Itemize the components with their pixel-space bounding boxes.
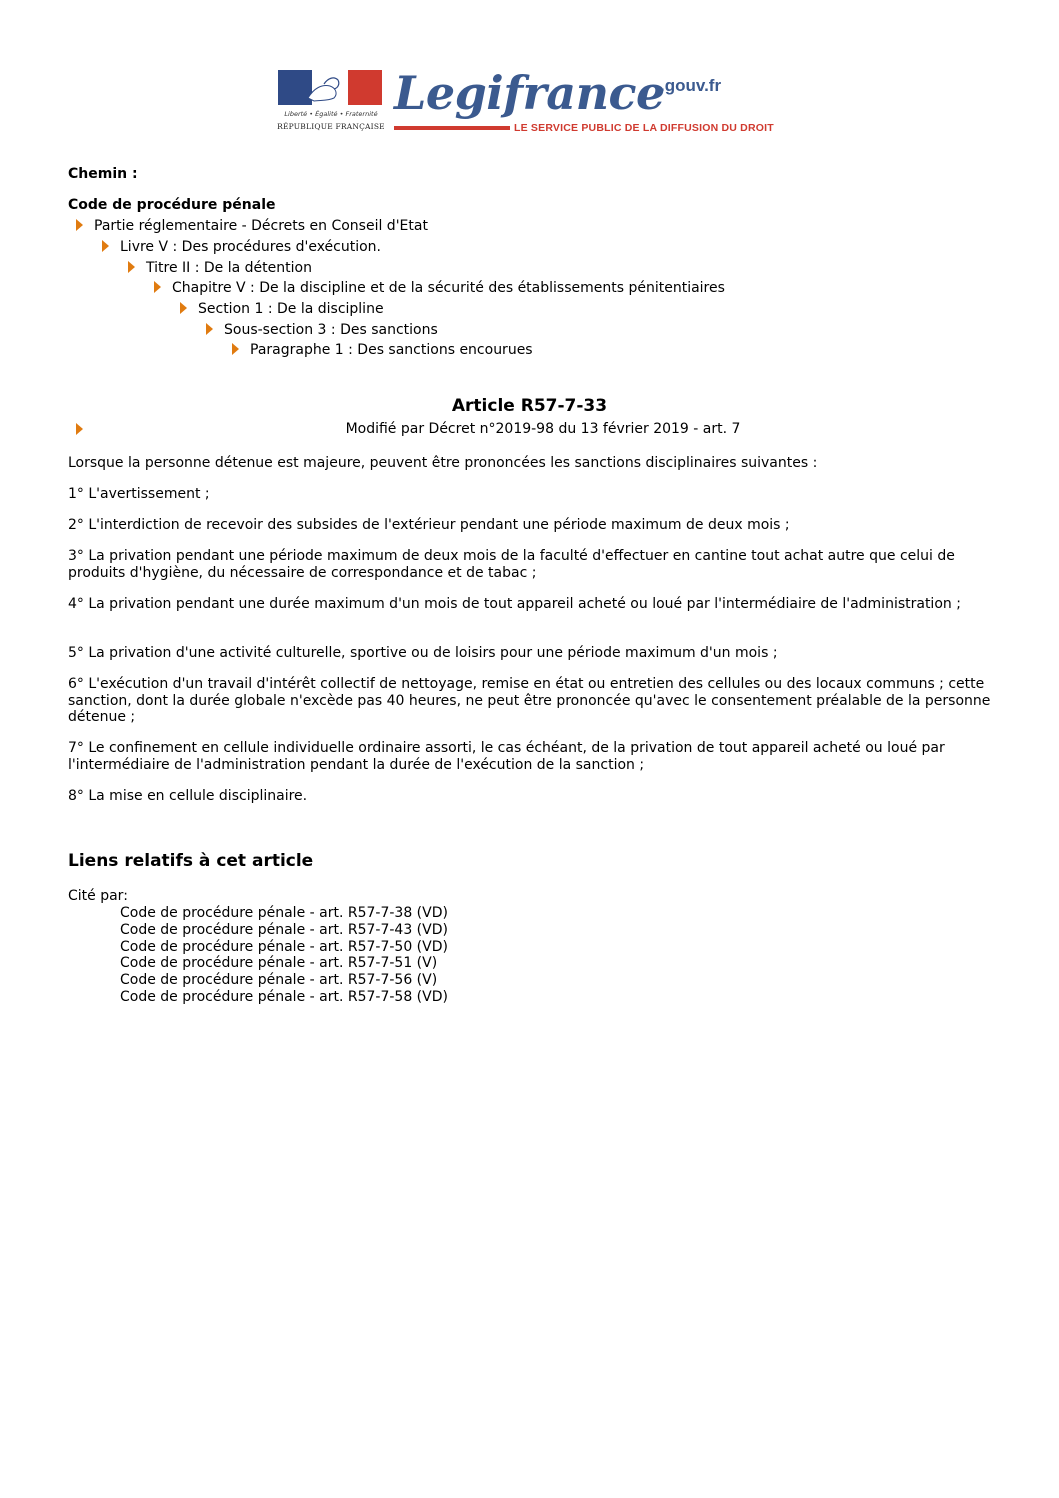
- motto-text: Liberté • Égalité • Fraternité: [284, 110, 378, 118]
- legifrance-wordmark: Legifrance: [394, 66, 665, 120]
- tricolor-flag-icon: [278, 70, 382, 105]
- article-title: Article R57-7-33: [451, 396, 608, 416]
- article-item: 3° La privation pendant une période maximum de deux mois de la faculté d'effectuer en cantine tout achat autre que celui de produits d'hygiène, du nécessaire de correspondance et de tabac ;: [68, 548, 955, 581]
- article-item: 2° L'interdiction de recevoir des subsides de l'extérieur pendant une période maximum de deux mois ;: [68, 517, 790, 533]
- cited-link[interactable]: Code de procédure pénale - art. R57-7-43 (VD): [120, 922, 448, 938]
- article-item: 5° La privation d'une activité culturelle, sportive ou de loisirs pour une période maximum d'un mois ;: [68, 645, 778, 661]
- republique-francaise-logo: [277, 70, 383, 132]
- arrow-right-icon: [128, 261, 135, 273]
- brand-underline: [394, 126, 510, 130]
- article-item: 6° L'exécution d'un travail d'intérêt collectif de nettoyage, remise en état ou entretien des cellules ou des locaux communs ; cette sanction, dont la durée globale n'excède pas 40 heures, ne peut être prononcée qu'avec le consentement préalable de la personne détenue ;: [68, 676, 991, 725]
- legifrance-header: [277, 68, 789, 134]
- breadcrumb-label: Chapitre V : De la discipline et de la sécurité des établissements pénitentiaires: [172, 280, 725, 296]
- breadcrumb-label: Livre V : Des procédures d'exécution.: [120, 239, 382, 255]
- breadcrumb-label: Section 1 : De la discipline: [198, 301, 384, 317]
- gouv-domain: .gouv.fr: [660, 76, 722, 95]
- arrow-right-icon: [180, 302, 187, 314]
- path-label: Chemin :: [68, 166, 138, 182]
- related-links-heading: Liens relatifs à cet article: [68, 851, 314, 871]
- article-item: 7° Le confinement en cellule individuelle ordinaire assorti, le cas échéant, de la privation de tout appareil acheté ou loué par l'intermédiaire de l'administration pendant la durée de l'exécution de la sanction ;: [68, 740, 945, 773]
- article-intro: Lorsque la personne détenue est majeure, peuvent être prononcées les sanctions disciplinaires suivantes :: [68, 455, 818, 471]
- breadcrumb-label: Titre II : De la détention: [146, 260, 312, 276]
- brand-tagline: LE SERVICE PUBLIC DE LA DIFFUSION DU DROIT: [514, 122, 774, 134]
- arrow-right-icon: [76, 219, 83, 231]
- breadcrumb-label: Paragraphe 1 : Des sanctions encourues: [250, 342, 533, 358]
- cited-link[interactable]: Code de procédure pénale - art. R57-7-50 (VD): [120, 939, 448, 955]
- article-item: 1° L'avertissement ;: [68, 486, 210, 502]
- article-item: 4° La privation pendant une durée maximum d'un mois de tout appareil acheté ou loué par l'intermédiaire de l'administration ;: [68, 596, 961, 612]
- breadcrumb-label: Partie réglementaire - Décrets en Conseil d'Etat: [94, 218, 428, 234]
- article-item: 8° La mise en cellule disciplinaire.: [68, 788, 308, 804]
- article-modified-link[interactable]: Modifié par Décret n°2019-98 du 13 février 2019 - art. 7: [345, 421, 741, 437]
- arrow-right-icon: [232, 343, 239, 355]
- breadcrumb-label: Sous-section 3 : Des sanctions: [224, 322, 438, 338]
- arrow-right-icon: [206, 323, 213, 335]
- cited-link[interactable]: Code de procédure pénale - art. R57-7-58 (VD): [120, 989, 448, 1005]
- cited-by-label: Cité par:: [68, 888, 128, 904]
- arrow-right-icon: [154, 281, 161, 293]
- cited-link[interactable]: Code de procédure pénale - art. R57-7-51 (V): [120, 955, 438, 971]
- cited-link[interactable]: Code de procédure pénale - art. R57-7-38 (VD): [120, 905, 448, 921]
- arrow-right-icon: [102, 240, 109, 252]
- cited-link[interactable]: Code de procédure pénale - art. R57-7-56 (V): [120, 972, 438, 988]
- path-root: Code de procédure pénale: [68, 197, 276, 213]
- republic-text: RÉPUBLIQUE FRANÇAISE: [277, 122, 385, 131]
